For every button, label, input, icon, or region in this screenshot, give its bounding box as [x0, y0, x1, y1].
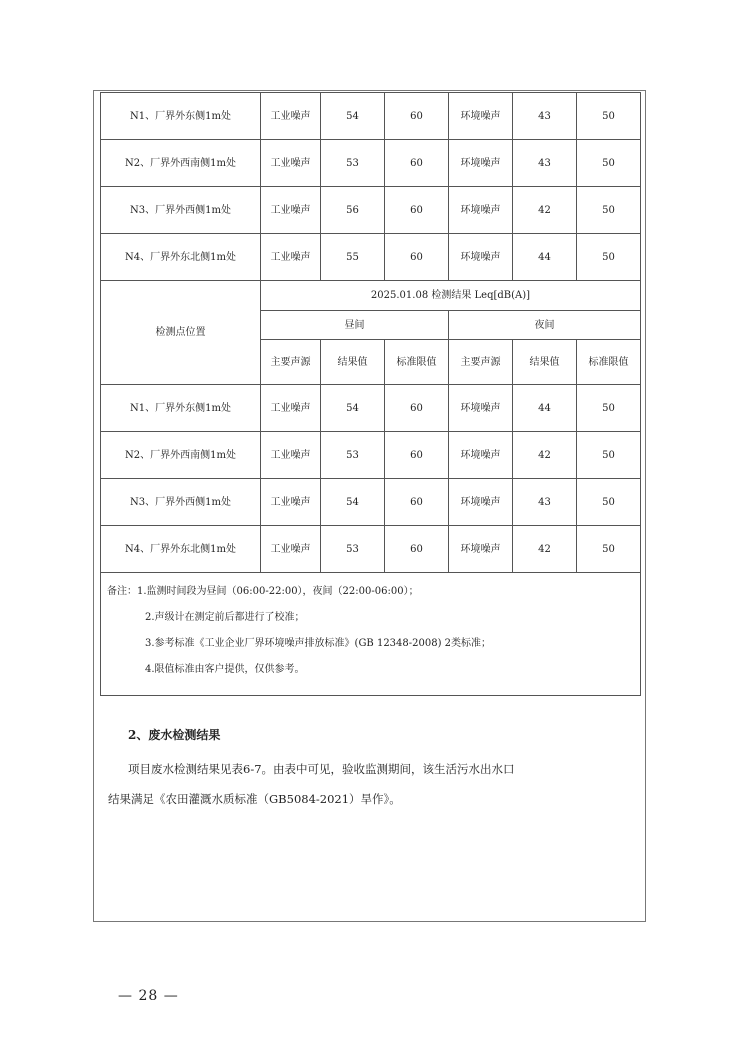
night-source-cell: 环境噪声: [449, 93, 513, 140]
night-result-cell: 43: [513, 93, 577, 140]
night-limit-cell: 50: [577, 432, 641, 479]
table-row: [101, 234, 641, 281]
table-row: [101, 187, 641, 234]
noise-results-table: [100, 92, 641, 696]
day-limit-cell: 60: [385, 385, 449, 432]
day-result-cell: 55: [321, 234, 385, 281]
night-source-cell: 环境噪声: [449, 432, 513, 479]
day-source-cell: 工业噪声: [261, 93, 321, 140]
night-result-cell: 43: [513, 479, 577, 526]
day-result-cell: 53: [321, 526, 385, 573]
day-limit-cell: 60: [385, 234, 449, 281]
night-limit-cell: 50: [577, 140, 641, 187]
table-row: [101, 526, 641, 573]
night-result-cell: 44: [513, 234, 577, 281]
paragraph-line-2: 结果满足《农田灌溉水质标准（GB5084-2021）旱作》。: [108, 792, 401, 806]
night-limit-cell: 50: [577, 93, 641, 140]
night-result-cell: 42: [513, 432, 577, 479]
night-source-cell: 环境噪声: [449, 479, 513, 526]
night-limit-cell: 50: [577, 234, 641, 281]
location-cell: N3、厂界外西侧1m处: [101, 187, 261, 234]
night-result-cell: 42: [513, 526, 577, 573]
day-source-cell: 工业噪声: [261, 385, 321, 432]
note-2: 2.声级计在测定前后都进行了校准；: [145, 612, 305, 623]
paragraph-line-1: 项目废水检测结果见表6-7。由表中可见，验收监测期间，该生活污水出水口: [128, 762, 515, 776]
day-limit-cell: 60: [385, 187, 449, 234]
night-source-cell: 环境噪声: [449, 526, 513, 573]
note-1: 备注：1.监测时间段为昼间（06:00-22:00），夜间（22:00-06:00）；: [107, 586, 419, 597]
night-source-cell: 环境噪声: [449, 140, 513, 187]
day-header: 昼间: [261, 311, 449, 340]
day-result-cell: 54: [321, 93, 385, 140]
day-source-cell: 工业噪声: [261, 187, 321, 234]
night-limit-cell: 50: [577, 385, 641, 432]
day-source-cell: 工业噪声: [261, 234, 321, 281]
location-cell: N3、厂界外西侧1m处: [101, 479, 261, 526]
day-source-cell: 工业噪声: [261, 140, 321, 187]
night-result-cell: 42: [513, 187, 577, 234]
table-row: [101, 140, 641, 187]
night-header: 夜间: [449, 311, 641, 340]
day-limit-cell: 60: [385, 432, 449, 479]
day-source-cell: 工业噪声: [261, 432, 321, 479]
group2-body: [101, 385, 641, 573]
day-result-cell: 54: [321, 479, 385, 526]
table-row: [101, 432, 641, 479]
night-limit-cell: 50: [577, 479, 641, 526]
table-row: [101, 479, 641, 526]
night-result-cell: 44: [513, 385, 577, 432]
day-result-cell: 56: [321, 187, 385, 234]
section-title: 2、废水检测结果: [128, 728, 221, 742]
note-3: 3.参考标准《工业企业厂界环境噪声排放标准》(GB 12348-2008) 2类标准；: [145, 638, 492, 649]
table-row: [101, 385, 641, 432]
day-result-header: 结果值: [321, 340, 385, 385]
day-result-cell: 54: [321, 385, 385, 432]
night-limit-cell: 50: [577, 526, 641, 573]
location-cell: N2、厂界外西南侧1m处: [101, 140, 261, 187]
day-limit-cell: 60: [385, 140, 449, 187]
table-header: [101, 281, 641, 385]
location-cell: N1、厂界外东侧1m处: [101, 385, 261, 432]
group1-body: [101, 93, 641, 281]
note-4: 4.限值标准由客户提供，仅供参考。: [145, 664, 305, 675]
day-limit-header: 标准限值: [385, 340, 449, 385]
day-limit-cell: 60: [385, 93, 449, 140]
day-result-cell: 53: [321, 432, 385, 479]
location-cell: N4、厂界外东北侧1m处: [101, 526, 261, 573]
page-number: — 28 —: [118, 988, 179, 1004]
day-source-cell: 工业噪声: [261, 526, 321, 573]
day-result-cell: 53: [321, 140, 385, 187]
day-limit-cell: 60: [385, 479, 449, 526]
location-cell: N2、厂界外西南侧1m处: [101, 432, 261, 479]
location-header: 检测点位置: [101, 281, 261, 385]
night-source-cell: 环境噪声: [449, 234, 513, 281]
night-source-header: 主要声源: [449, 340, 513, 385]
date-title: 2025.01.08 检测结果 Leq[dB(A)]: [261, 281, 641, 311]
night-result-cell: 43: [513, 140, 577, 187]
location-cell: N4、厂界外东北侧1m处: [101, 234, 261, 281]
location-cell: N1、厂界外东侧1m处: [101, 93, 261, 140]
day-source-cell: 工业噪声: [261, 479, 321, 526]
notes-cell: [101, 573, 641, 696]
day-source-header: 主要声源: [261, 340, 321, 385]
day-limit-cell: 60: [385, 526, 449, 573]
table-row: [101, 93, 641, 140]
night-source-cell: 环境噪声: [449, 187, 513, 234]
night-limit-header: 标准限值: [577, 340, 641, 385]
night-result-header: 结果值: [513, 340, 577, 385]
night-source-cell: 环境噪声: [449, 385, 513, 432]
night-limit-cell: 50: [577, 187, 641, 234]
